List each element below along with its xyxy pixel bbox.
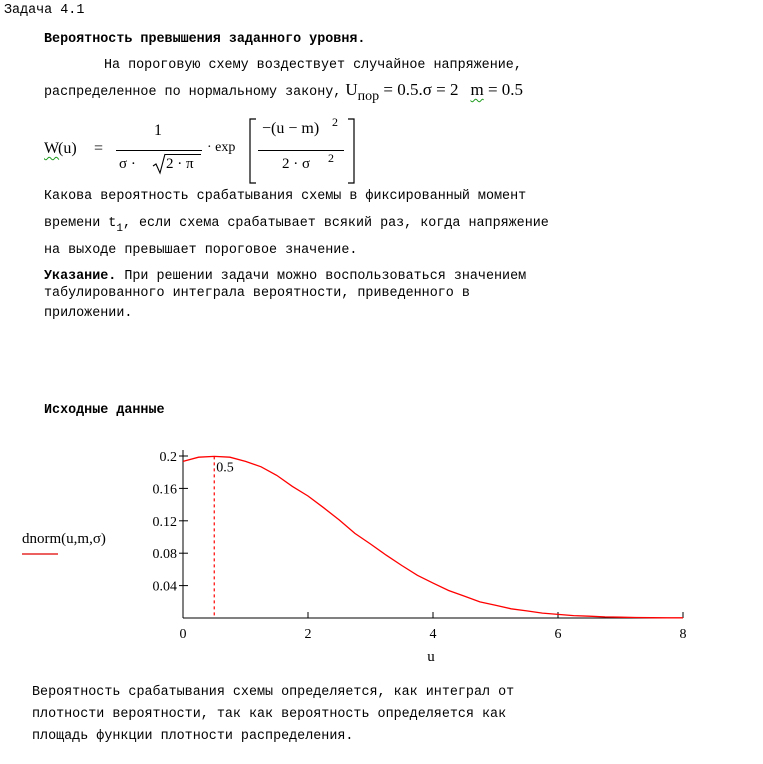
section-heading: Исходные данные xyxy=(44,403,165,418)
left-bracket-icon xyxy=(248,118,258,184)
u-threshold-subscript: пор xyxy=(357,89,380,104)
u-threshold-symbol: U xyxy=(345,80,358,99)
x-tick-label: 4 xyxy=(429,627,437,642)
formula-lhs-arg: (u) xyxy=(58,140,77,157)
marker-label: 0.5 xyxy=(216,460,234,476)
formula-lhs-symbol: W xyxy=(44,140,60,157)
formula-equals: = xyxy=(94,140,104,157)
u-threshold-value: = 0.5. xyxy=(379,80,423,99)
y-tick-label: 0.12 xyxy=(152,514,177,530)
hint-line1 xyxy=(44,266,526,286)
exp-denominator-power: 2 xyxy=(328,151,334,165)
y-tick-label: 0.04 xyxy=(152,579,177,595)
question-line2 xyxy=(44,213,549,233)
question-line2-pre: времени t xyxy=(44,216,117,231)
y-tick-label: 0.16 xyxy=(152,482,177,498)
formula-exp: · exp xyxy=(207,140,236,155)
formula-fraction-bar xyxy=(116,150,202,151)
question-line2-sub: 1 xyxy=(116,223,123,235)
x-axis-label: u xyxy=(427,649,435,665)
m-value: = 0.5 xyxy=(483,80,524,99)
legend-label: dnorm(u,m,σ) xyxy=(22,531,106,547)
x-tick-label: 2 xyxy=(304,627,312,642)
series-curve xyxy=(183,456,683,617)
question-line1: Какова вероятность срабатывания схемы в фиксированный момент xyxy=(44,189,527,204)
density-chart xyxy=(0,440,763,680)
question-line3: на выходе превышает пороговое значение. xyxy=(44,243,358,258)
chart-layer xyxy=(22,450,687,665)
y-tick-label: 0.2 xyxy=(159,450,177,465)
question-line2-post: , если схема срабатывает всякий раз, когда напряжение xyxy=(122,216,549,231)
hint-label: Указание. xyxy=(44,269,117,284)
x-tick-label: 8 xyxy=(679,627,687,642)
exp-numerator: −(u − m) xyxy=(262,120,320,137)
hint-line3: приложении. xyxy=(44,306,133,321)
exp-denominator: 2 · σ xyxy=(282,156,311,172)
problem-line2-text: распределенное по нормальному закону, xyxy=(44,85,342,100)
m-symbol: m xyxy=(470,80,484,99)
sqrt-icon xyxy=(152,153,166,175)
formula-denom-root: 2 · π xyxy=(166,156,194,172)
y-tick-label: 0.08 xyxy=(152,547,177,563)
task-title: Задача 4.1 xyxy=(4,3,85,18)
density-formula xyxy=(44,115,384,184)
x-tick-label: 0 xyxy=(179,627,187,642)
footer-line3: площадь функции плотности распределения. xyxy=(32,729,354,744)
problem-line1: На пороговую схему воздествует случайное напряжение, xyxy=(104,58,522,73)
hint-line2: табулированного интеграла вероятности, приведенного в xyxy=(44,286,470,301)
hint-line1-rest: При решении задачи можно воспользоваться значением xyxy=(116,269,527,284)
exp-numerator-power: 2 xyxy=(332,115,338,129)
x-tick-label: 6 xyxy=(554,627,562,642)
sigma-assignment: σ = 2 xyxy=(422,80,459,99)
footer-line1: Вероятность срабатывания схемы определяется, как интеграл от xyxy=(32,685,515,700)
footer-line2: плотности вероятности, так как вероятность определяется как xyxy=(32,707,507,722)
formula-denom-sigma: σ · xyxy=(119,156,136,172)
problem-heading: Вероятность превышения заданного уровня. xyxy=(44,32,366,47)
sqrt-bar xyxy=(165,154,201,155)
problem-line2 xyxy=(44,80,523,106)
right-bracket-icon xyxy=(346,118,356,184)
formula-numerator: 1 xyxy=(154,122,162,139)
